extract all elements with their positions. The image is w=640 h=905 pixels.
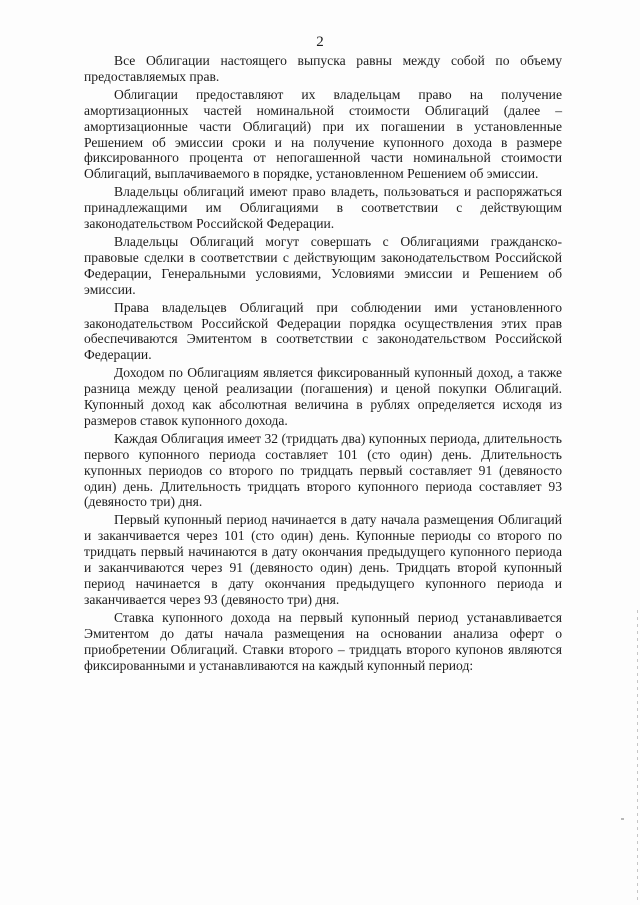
paragraph-civil-transactions: Владельцы Облигаций могут совершать с Облигациями гражданско-правовые сделки в соответствии с действующим законодательством Российской Федерации, Генеральными условиями, Условиями эмиссии и Решением об эмиссии. — [84, 233, 562, 297]
paragraph-rights-enforcement: Права владельцев Облигаций при соблюдении ими установленного законодательством Российской Федерации порядка осуществления этих прав обеспечиваются Эмитентом в соответствии с законодательством Российской Федерации. — [84, 299, 562, 363]
paragraph-bond-income: Доходом по Облигациям является фиксированный купонный доход, а также разница между ценой реализации (погашения) и ценой покупки Облигаций. Купонный доход как абсолютная величина в рублях определяется исходя из размеров ставок купонного дохода. — [84, 365, 562, 428]
scan-dust-artifact — [621, 818, 624, 820]
paragraph-ownership-rights: Владельцы облигаций имеют право владеть, пользоваться и распоряжаться принадлежащими им Облигациями в соответствии с действующим законодательством Российской Федерации. — [84, 184, 562, 232]
paragraph-owner-rights-amortization: Облигации предоставляют их владельцам право на получение амортизационных частей номинальной стоимости Облигаций (далее – амортизационные части Облигаций) при их погашении в установленные Решением об эмиссии сроки и на получение купонного дохода в размере фиксированного процента от непогашенной части номинальной стоимости Облигаций, выплачиваемого в порядке, установленном Решением об эмиссии. — [84, 86, 562, 182]
document-body — [84, 53, 562, 675]
scan-edge-artifact — [637, 610, 638, 900]
paragraph-coupon-periods-dates: Первый купонный период начинается в дату начала размещения Облигаций и заканчивается через 101 (сто один) день. Купонные периоды со второго по тридцать первый начинаются в дату окончания предыдущего купонного периода и заканчиваются через 91 (девяносто один) день. Тридцать второй купонный период начинается в дату окончания предыдущего купонного периода и заканчивается через 93 (девяносто три) дня. — [84, 512, 562, 607]
paragraph-coupon-periods-count: Каждая Облигация имеет 32 (тридцать два) купонных периода, длительность первого купонного периода составляет 101 (сто один) день. Длительность купонных периодов со второго по тридцать первый составляет 91 (девяносто один) день. Длительность тридцать второго купонного периода составляет 93 (девяносто три) дня. — [84, 430, 562, 510]
paragraph-coupon-rate: Ставка купонного дохода на первый купонный период устанавливается Эмитентом до даты начала размещения на основании анализа оферт о приобретении Облигаций. Ставки второго – тридцать второго купонов являются фиксированными и устанавливаются на каждый купонный период: — [84, 609, 562, 673]
paragraph-bond-equality: Все Облигации настоящего выпуска равны между собой по объему предоставляемых прав. — [84, 53, 562, 84]
page-number: 2 — [316, 34, 324, 50]
